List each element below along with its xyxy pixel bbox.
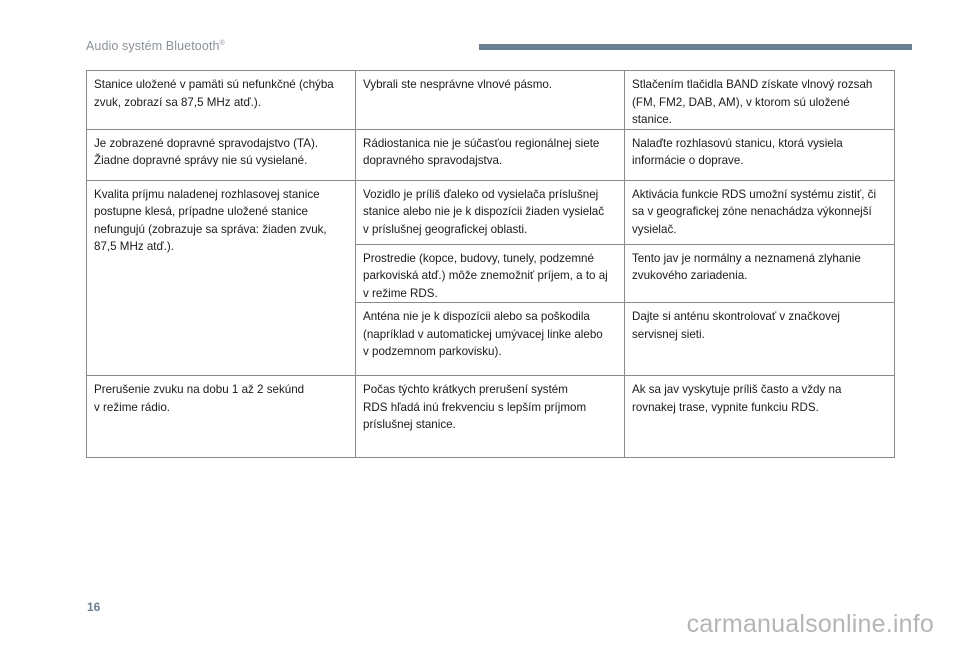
cell-text: zvukového zariadenia. (632, 269, 748, 282)
registered-mark: ® (219, 39, 225, 47)
cell-text: Rádiostanica nie je súčasťou regionálnej siete (363, 136, 600, 150)
cell-text: príslušnej stanice. (363, 418, 456, 431)
cell-text: zvuk, zobrazí sa 87,5 MHz atď.). (94, 95, 261, 109)
cell-text: informácie o doprave. (632, 154, 744, 167)
cell-text: Aktivácia funkcie RDS umožní systému zistiť, či (632, 187, 877, 201)
cell-text: vysielač. (632, 222, 677, 236)
cell-text: postupne klesá, prípadne uložené stanice (94, 205, 308, 218)
cell-text: Prerušenie zvuku na dobu 1 až 2 sekúnd (94, 383, 305, 396)
cause-cell (356, 244, 625, 303)
cell-text: servisnej sieti. (632, 327, 705, 341)
troubleshooting-table (86, 70, 895, 458)
header-title-text: Audio systém Bluetooth (86, 39, 220, 53)
cell-text: Kvalita príjmu naladenej rozhlasovej stanice (94, 187, 320, 201)
table-row (87, 376, 895, 458)
cell-text: rovnakej trase, vypnite funkciu RDS. (632, 400, 819, 414)
header-accent-bar (479, 44, 912, 50)
table-row (87, 180, 895, 244)
cell-text: v podzemnom parkovisku). (363, 345, 502, 358)
cell-text: Stlačením tlačidla BAND získate vlnový rozsah (632, 78, 873, 91)
cell-text: Tento jav je normálny a neznamená zlyhanie (632, 251, 861, 265)
cell-text: Vozidlo je príliš ďaleko od vysielača príslušnej (363, 187, 599, 201)
cell-text: Žiadne dopravné správy nie sú vysielané. (94, 154, 308, 167)
cell-text: sa v geografickej zóne nenachádza výkonnejší (632, 205, 872, 218)
cell-text: Počas týchto krátkych prerušení systém (363, 383, 568, 396)
solution-cell (625, 244, 895, 303)
cell-text: parkoviská atď.) môže znemožniť príjem, a to aj (363, 269, 608, 282)
cell-text: Vybrali ste nesprávne vlnové pásmo. (363, 78, 553, 91)
cell-text: Stanice uložené v pamäti sú nefunkčné (chýba (94, 78, 334, 91)
solution-cell (625, 180, 895, 244)
table-row (87, 129, 895, 180)
cell-text: v režime rádio. (94, 400, 171, 414)
cell-text: nefungujú (zobrazuje sa správa: žiaden zvuk, (94, 222, 327, 236)
cell-text: Prostredie (kopce, budovy, tunely, podzemné (363, 251, 594, 265)
cell-text: Ak sa jav vyskytuje príliš často a vždy na (632, 383, 842, 396)
solution-cell (625, 129, 895, 180)
cause-cell (356, 129, 625, 180)
cause-cell (356, 303, 625, 376)
cell-text: 87,5 MHz atď.). (94, 240, 174, 253)
solution-cell (625, 71, 895, 130)
cell-text: RDS hľadá inú frekvenciu s lepším príjmom (363, 400, 587, 414)
cell-text: v režime RDS. (363, 286, 438, 300)
page-number: 16 (87, 600, 101, 614)
cell-text: stanice. (632, 113, 672, 126)
problem-cell (87, 129, 356, 180)
table-row (87, 71, 895, 130)
cell-text: Je zobrazené dopravné spravodajstvo (TA). (94, 136, 319, 150)
cause-cell (356, 376, 625, 458)
cause-cell (356, 180, 625, 244)
problem-cell (87, 71, 356, 130)
cell-text: (FM, FM2, DAB, AM), v ktorom sú uložené (632, 95, 850, 109)
cell-text: Anténa nie je k dispozícii alebo sa poškodila (363, 310, 590, 323)
cell-text: stanice alebo nie je k dispozícii žiaden vysielač (363, 205, 605, 218)
problem-cell (87, 376, 356, 458)
cell-text: dopravného spravodajstva. (363, 154, 503, 167)
cause-cell (356, 71, 625, 130)
cell-text: Nalaďte rozhlasovú stanicu, ktorá vysiela (632, 136, 843, 150)
solution-cell (625, 376, 895, 458)
watermark-text: carmanualsonline.info (686, 610, 934, 638)
cell-text: Dajte si anténu skontrolovať v značkovej (632, 310, 840, 323)
problem-cell (87, 180, 356, 376)
cell-text: v príslušnej geografickej oblasti. (363, 222, 528, 236)
solution-cell (625, 303, 895, 376)
cell-text: (napríklad v automatickej umývacej linke alebo (363, 327, 603, 341)
page-header-title (86, 39, 225, 53)
